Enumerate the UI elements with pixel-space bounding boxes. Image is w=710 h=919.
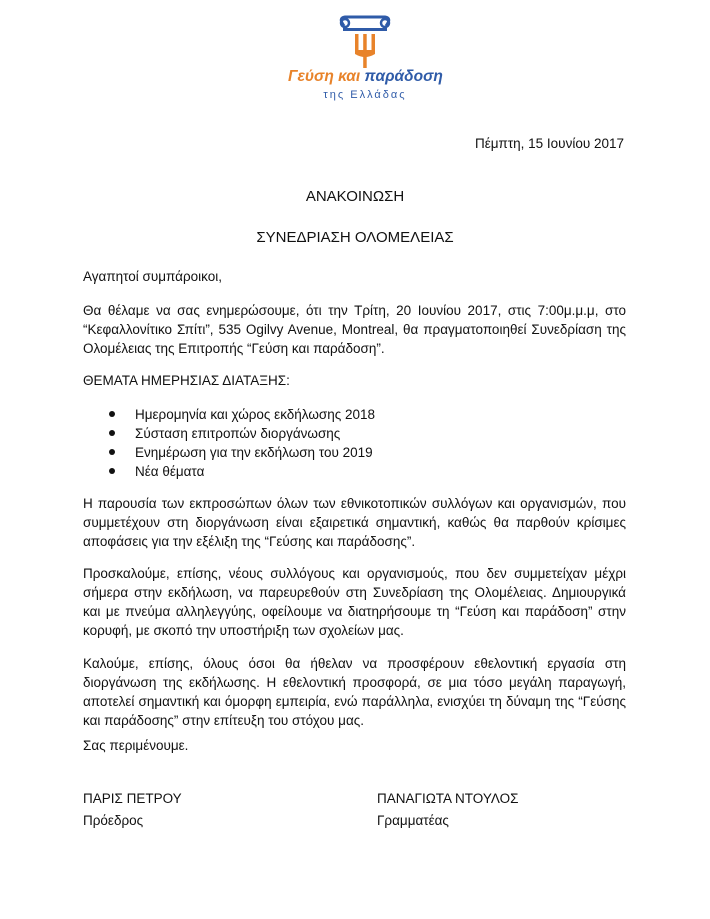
paragraph-volunteers: Καλούμε, επίσης, όλους όσοι θα ήθελαν να προσφέρουν εθελοντική εργασία στη διοργάνωση της εκδήλωσης. Η εθελοντική προσφορά, σε μια τόσο μεγάλη παραγωγή, αποτελεί σημαντική και όμορφη εμπειρία, ενώ παράλληλα, ενισχύει τη δύναμη της “Γεύσης και παράδοσης” στην επίτευξη του στόχου μας. (83, 656, 626, 728)
logo (288, 14, 443, 114)
paragraph-invitation: Προσκαλούμε, επίσης, νέους συλλόγους και οργανισμούς, που δεν συμμετείχαν μέχρι σήμερα στην εκδήλωση, να παρευρεθούν στη Συνεδρίαση της Ολομέλειας. Δημιουργικά και με πνεύμα αλληλεγγύης, οφείλουμε να διατηρήσουμε τη “Γεύση και παράδοση” στην κορυφή, με σκοπό την υποστήριξη των σχολείων μας. (83, 566, 626, 638)
logo-title-part1: Γεύση και (288, 68, 365, 85)
signature-secretary (377, 788, 518, 832)
signature-president (83, 788, 182, 832)
announcement-heading: ΑΝΑΚΟΙΝΩΣΗ (305, 188, 405, 205)
agenda-item: Νέα θέματα (109, 462, 375, 481)
signatory-role: Πρόεδρος (83, 813, 144, 828)
document-date: Πέμπτη, 15 Ιουνίου 2017 (474, 136, 624, 151)
paragraph-meeting-info: Θα θέλαμε να σας ενημερώσουμε, ότι την Τρίτη, 20 Ιουνίου 2017, στις 7:00μ.μ.μ, στο “Κεφαλλονίτικο Σπίτι”, 535 Ogilvy Avenue, Montreal, θα πραγματοποιηθεί Συνεδρίαση της Ολομέλειας της Επιτροπής “Γεύση και παράδοση”. (83, 303, 626, 356)
logo-title (288, 68, 442, 86)
greeting: Αγαπητοί συμπάροικοι, (83, 269, 222, 284)
paragraph-attendance: Η παρουσία των εκπροσώπων όλων των εθνικοτοπικών συλλόγων και οργανισμών, που συμμετέχουν στη διοργάνωση είναι εξαιρετικά σημαντική, καθώς θα παρθούν κρίσιμες αποφάσεις για την εξέλιξη της “Γεύσης και παράδοσης”. (83, 496, 626, 549)
agenda-list (109, 405, 375, 481)
signatory-name: ΠΑΡΙΣ ΠΕΤΡΟΥ (83, 791, 182, 806)
agenda-item: Ενημέρωση για την εκδήλωση του 2019 (109, 443, 375, 462)
column-fork-icon (328, 14, 402, 68)
logo-subtitle: της Ελλάδας (323, 89, 407, 101)
agenda-title: ΘΕΜΑΤΑ ΗΜΕΡΗΣΙΑΣ ΔΙΑΤΑΞΗΣ: (83, 373, 290, 388)
closing-line: Σας περιμένουμε. (83, 738, 189, 753)
agenda-item: Σύσταση επιτροπών διοργάνωσης (109, 424, 375, 443)
logo-title-part2: παράδοση (364, 68, 443, 85)
signatory-name: ΠΑΝΑΓΙΩΤΑ ΝΤΟΥΛΟΣ (377, 791, 519, 806)
agenda-item: Ημερομηνία και χώρος εκδήλωσης 2018 (109, 405, 375, 424)
signatory-role: Γραμματέας (377, 813, 449, 828)
meeting-heading: ΣΥΝΕΔΡΙΑΣΗ ΟΛΟΜΕΛΕΙΑΣ (256, 229, 454, 246)
